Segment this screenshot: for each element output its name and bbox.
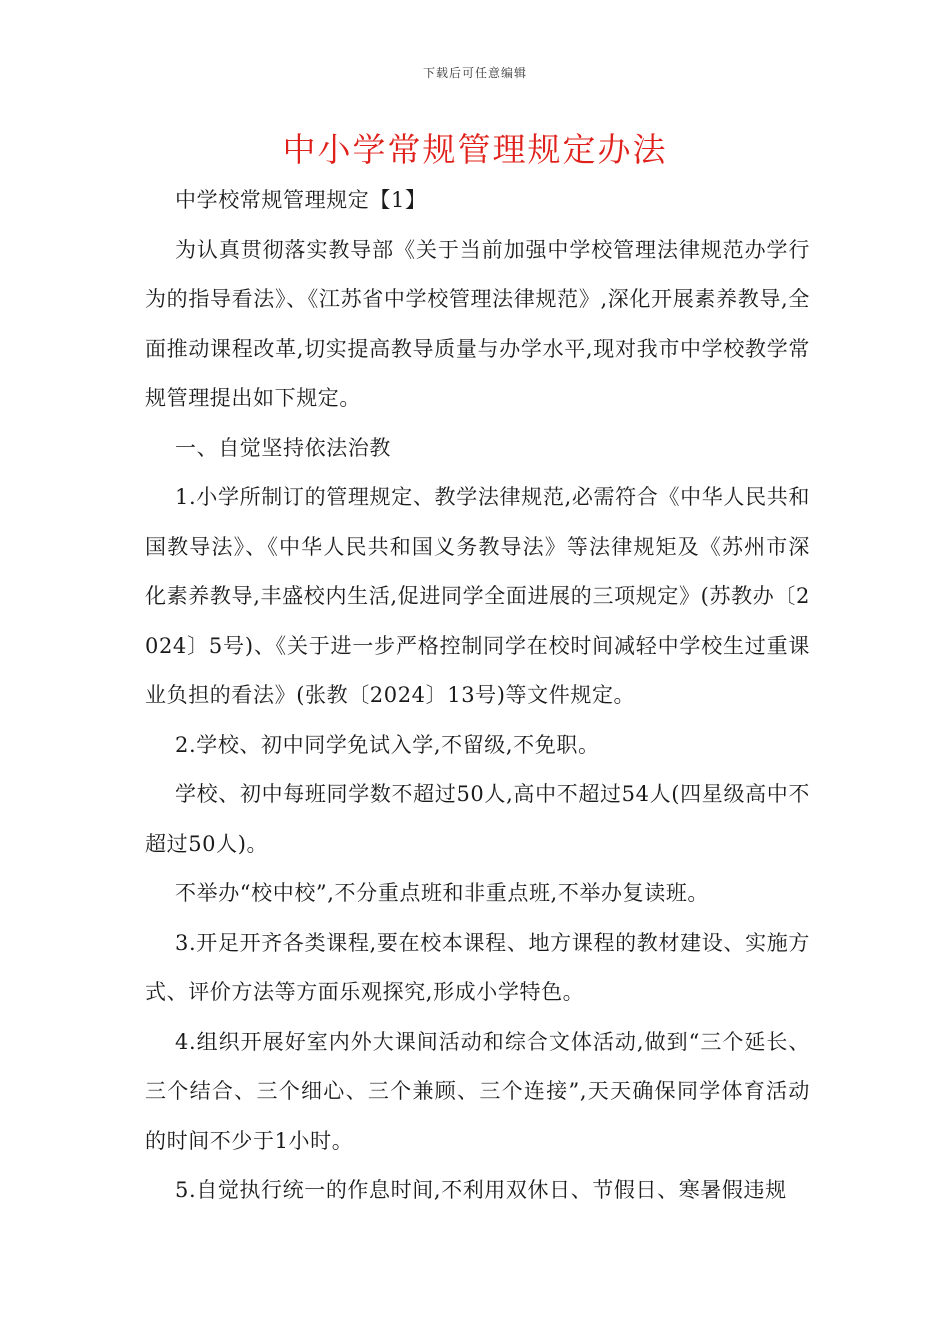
paragraph-item-1: 1.小学所制订的管理规定、教学法律规范,必需符合《中华人民共和国教导法》、《中华人民共和国义务教导法》等法律规矩及《苏州市深化素养教导,丰盛校内生活,促进同学全面进展的三项规定》(苏教办〔2024〕5号)、《关于进一步严格控制同学在校时间减轻中学校生过重课业负担的看法》(张教〔2024〕13号)等文件规定。 (145, 485, 810, 707)
header-note: 下载后可任意编辑 (422, 66, 527, 80)
paragraph-class-size: 学校、初中每班同学数不超过50人,高中不超过54人(四星级高中不超过50人)。 (145, 782, 810, 856)
section-heading: 中学校常规管理规定【1】 (175, 188, 427, 212)
section-heading-one: 一、自觉坚持依法治教 (175, 435, 391, 460)
document-body (145, 176, 810, 1216)
paragraph-intro: 为认真贯彻落实教导部《关于当前加强中学校管理法律规范办学行为的指导看法》、《江苏省中学校管理法律规范》,深化开展素养教导,全面推动课程改革,切实提高教导质量与办学水平,现对我市中学校教学常规管理提出如下规定。 (145, 237, 810, 410)
document-title: 中小学常规管理规定办法 (282, 130, 668, 169)
paragraph-item-4: 4.组织开展好室内外大课间活动和综合文体活动,做到“三个延长、三个结合、三个细心、三个兼顾、三个连接”,天天确保同学体育活动的时间不少于1小时。 (145, 1029, 810, 1153)
paragraph-no-school-within-school: 不举办“校中校”,不分重点班和非重点班,不举办复读班。 (175, 881, 710, 905)
paragraph-item-2: 2.学校、初中同学免试入学,不留级,不免职。 (175, 732, 600, 757)
paragraph-item-5: 5.自觉执行统一的作息时间,不利用双休日、节假日、寒暑假违规 (175, 1178, 787, 1202)
paragraph-item-3: 3.开足开齐各类课程,要在校本课程、地方课程的教材建设、实施方式、评价方法等方面乐观探究,形成小学特色。 (145, 930, 810, 1004)
